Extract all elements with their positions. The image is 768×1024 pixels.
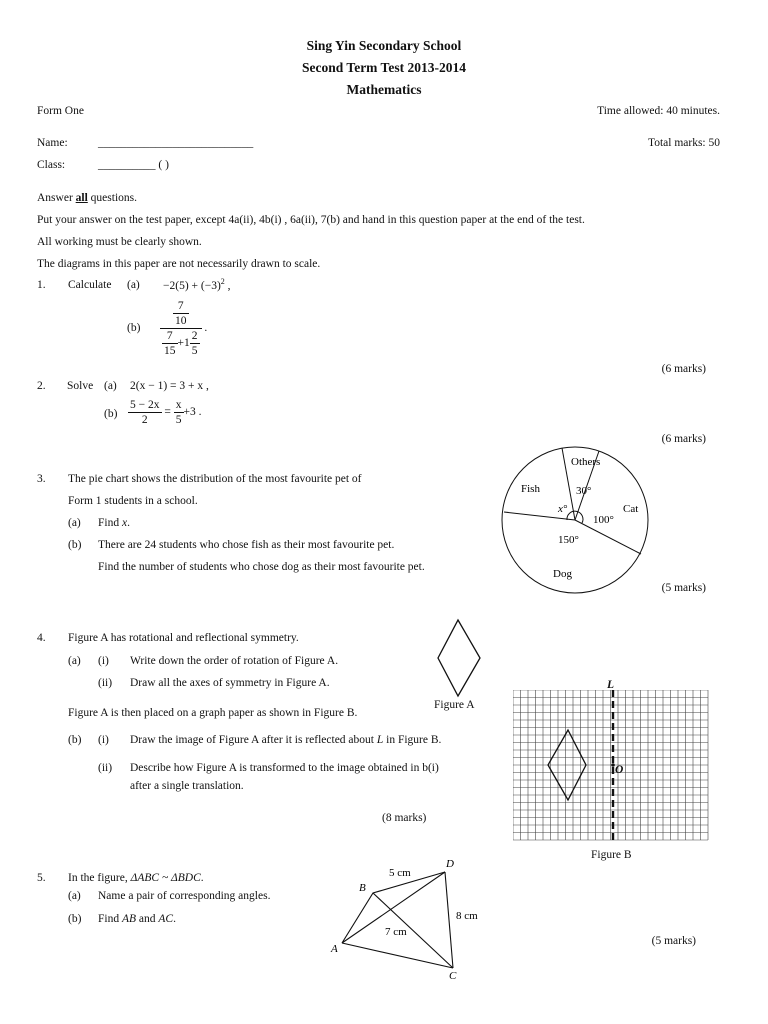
q4-bii-line1: Describe how Figure A is transformed to the image obtained in b(i)	[130, 762, 439, 774]
q2-b-label: (b)	[104, 408, 118, 420]
q5-b-text: Find AB and AC.	[98, 913, 176, 925]
q4-bii-label: (ii)	[98, 762, 113, 774]
q5-a-label: (a)	[68, 890, 81, 902]
slice-label-others: Others	[571, 456, 601, 468]
slice-label-cat: Cat	[623, 503, 639, 515]
q3-line1: The pie chart shows the distribution of the most favourite pet of	[68, 473, 362, 485]
name-label: Name:	[37, 137, 68, 149]
q4-then-line: Figure A is then placed on a graph paper as shown in Figure B.	[68, 707, 358, 719]
q1-a-label: (a)	[127, 279, 140, 291]
figure-b-grid	[513, 690, 709, 846]
q3-a-text: Find x.	[98, 517, 130, 529]
side-bd-length: 5 cm	[389, 867, 411, 879]
slice-angle-fish: x°	[558, 503, 568, 515]
slice-angle-dog: 150°	[558, 534, 579, 546]
class-field[interactable]: __________ ( )	[98, 159, 169, 171]
q4-bi-label: (i)	[98, 734, 109, 746]
q2-number: 2.	[37, 380, 46, 392]
q2-a-label: (a)	[104, 380, 117, 392]
q4-marks: (8 marks)	[382, 812, 427, 824]
instruction-submit: Put your answer on the test paper, except 4a(ii), 4b(i) , 6a(ii), 7(b) and hand in this question paper at the end of the test.	[37, 214, 585, 226]
q5-a-text: Name a pair of corresponding angles.	[98, 890, 271, 902]
q3-b-label: (b)	[68, 539, 82, 551]
triangle-figure	[325, 855, 495, 985]
figure-b-label: Figure B	[591, 849, 632, 861]
time-allowed: Time allowed: 40 minutes.	[597, 105, 720, 117]
q2-b-expression: $\frac{5 - 2x}{2}$ = $\frac{x}{5}$ +3 .	[130, 399, 202, 426]
form-label: Form One	[37, 105, 84, 117]
graph-paper-lines	[513, 690, 708, 840]
vertex-a: A	[331, 943, 338, 955]
q4-bi-text: Draw the image of Figure A after it is reflected about L in Figure B.	[130, 734, 442, 746]
q4-b-label: (b)	[68, 734, 82, 746]
slice-label-fish: Fish	[521, 483, 540, 495]
q1-b-expression: $\frac{7}{10}$ $\frac{7}{15}$ +1 $\frac{2}{5}$ .	[160, 299, 207, 358]
q4-ai-label: (i)	[98, 655, 109, 667]
q3-b-line2: Find the number of students who chose dog as their most favourite pet.	[98, 561, 425, 573]
q4-aii-text: Draw all the axes of symmetry in Figure A.	[130, 677, 330, 689]
q5-number: 5.	[37, 872, 46, 884]
class-label: Class:	[37, 159, 66, 171]
q3-a-label: (a)	[68, 517, 81, 529]
q5-line1: In the figure, ΔABC ~ ΔBDC.	[68, 872, 204, 884]
vertex-d: D	[446, 858, 454, 870]
q2-verb: Solve	[67, 380, 94, 392]
instruction-working: All working must be clearly shown.	[37, 236, 202, 248]
q5-b-label: (b)	[68, 913, 82, 925]
slice-angle-cat: 100°	[593, 514, 614, 526]
q4-ai-text: Write down the order of rotation of Figure A.	[130, 655, 339, 667]
q4-bii-line2: after a single translation.	[130, 780, 244, 792]
vertex-b: B	[359, 882, 366, 894]
q1-b-label: (b)	[127, 322, 141, 334]
instruction-diagrams: The diagrams in this paper are not necessarily drawn to scale.	[37, 258, 321, 270]
line-l-label: L	[607, 679, 615, 691]
q1-number: 1.	[37, 279, 46, 291]
q4-aii-label: (ii)	[98, 677, 113, 689]
q4-a-label: (a)	[68, 655, 81, 667]
q3-line2: Form 1 students in a school.	[68, 495, 198, 507]
school-name: Sing Yin Secondary School	[306, 38, 462, 53]
pet-pie-chart	[495, 445, 675, 595]
q2-a-expression: 2(x − 1) = 3 + x ,	[130, 380, 209, 392]
vertex-c: C	[449, 970, 457, 982]
side-dc-length: 8 cm	[456, 910, 478, 922]
q1-verb: Calculate	[68, 279, 112, 291]
q3-number: 3.	[37, 473, 46, 485]
q5-marks: (5 marks)	[651, 935, 696, 947]
q4-number: 4.	[37, 632, 46, 644]
test-name: Second Term Test 2013-2014	[302, 60, 466, 75]
q3-marks: (5 marks)	[661, 582, 706, 594]
side-bc-length: 7 cm	[385, 926, 407, 938]
slice-angle-others: 30°	[576, 485, 592, 497]
q3-b-line1: There are 24 students who chose fish as their most favourite pet.	[98, 539, 395, 551]
figure-a-rhombus	[436, 618, 486, 700]
instruction-answer: Answer all questions.	[37, 192, 137, 204]
origin-label: O	[615, 764, 624, 776]
slice-label-dog: Dog	[553, 568, 572, 580]
q4-line1: Figure A has rotational and reflectional symmetry.	[68, 632, 299, 644]
q1-marks: (6 marks)	[661, 363, 706, 375]
name-field[interactable]: ___________________________	[98, 137, 254, 149]
q2-marks: (6 marks)	[661, 433, 706, 445]
q1-a-expression: $-2(5) + (-3)^2$ ,	[163, 277, 231, 292]
subject-name: Mathematics	[346, 82, 422, 97]
figure-a-label: Figure A	[434, 699, 475, 711]
total-marks: Total marks: 50	[647, 137, 720, 149]
